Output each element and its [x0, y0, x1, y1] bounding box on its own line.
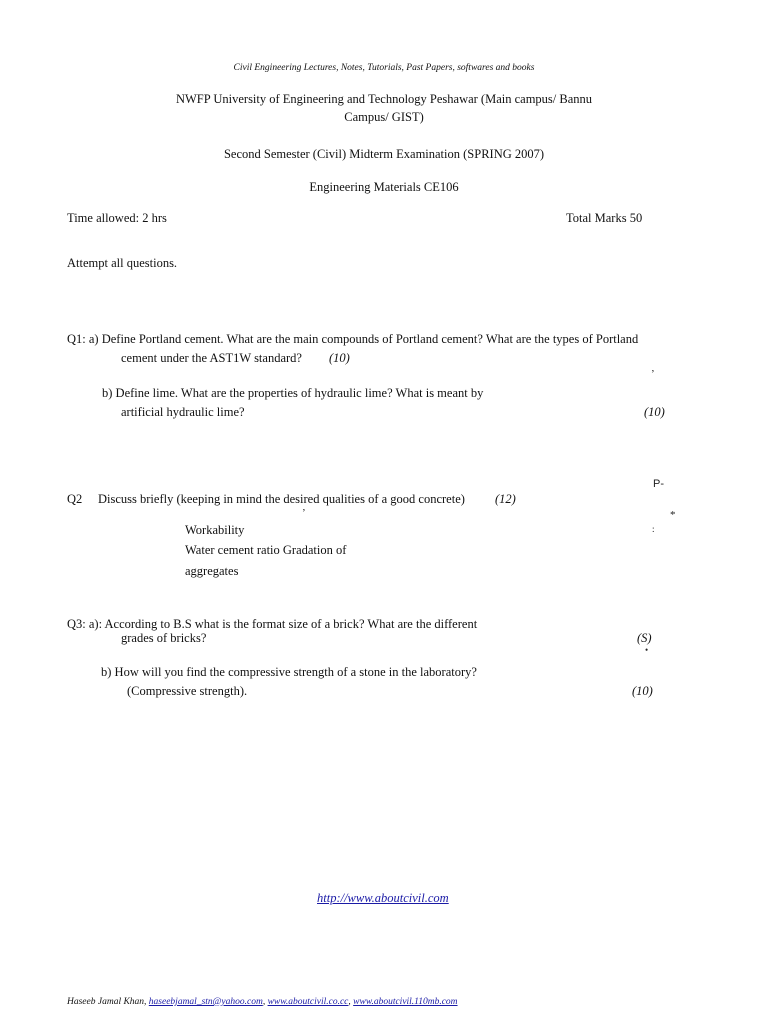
q3a-marks: (S): [637, 631, 652, 645]
q2-item-workability: Workability: [185, 523, 245, 537]
stray-mark: ’: [302, 507, 306, 519]
university-name-line2: Campus/ GIST): [344, 110, 424, 124]
q1b-text-line2: artificial hydraulic lime?: [121, 405, 245, 419]
q1a-marks: (10): [329, 351, 350, 365]
q2-item-aggregates: aggregates: [185, 564, 239, 578]
stray-mark: •: [645, 645, 649, 655]
time-allowed: Time allowed: 2 hrs: [67, 211, 167, 225]
q3b-marks: (10): [632, 684, 653, 698]
footer-separator: ,: [262, 997, 266, 1007]
stray-mark: *: [670, 509, 676, 521]
university-name-line1: NWFP University of Engineering and Technology Peshawar (Main campus/ Bannu: [175, 92, 593, 106]
footer-separator: ,: [348, 997, 351, 1007]
stray-mark: P-: [653, 478, 664, 490]
footer-author: Haseeb Jamal Khan,: [67, 997, 147, 1007]
q2-item-water-cement: Water cement ratio Gradation of: [185, 543, 347, 557]
exam-title: Second Semester (Civil) Midterm Examination (SPRING 2007): [223, 147, 545, 161]
footer-email-link[interactable]: haseebjamal_stn@yahoo.com: [148, 997, 263, 1007]
q3b-text-line1: b) How will you find the compressive strength of a stone in the laboratory?: [101, 665, 477, 679]
instruction: Attempt all questions.: [67, 256, 178, 270]
stray-mark: ’: [651, 368, 655, 380]
footer-line: [67, 997, 458, 1008]
q2-marks: (12): [495, 492, 516, 506]
q1b-text-line1: b) Define lime. What are the properties of hydraulic lime? What is meant by: [102, 386, 484, 400]
q2-text: Discuss briefly (keeping in mind the desired qualities of a good concrete): [98, 492, 465, 506]
q1a-text-line2: cement under the AST1W standard?: [121, 351, 302, 365]
q1b-marks: (10): [644, 405, 665, 419]
stray-mark: :: [652, 524, 655, 534]
footer-site1-link[interactable]: www.aboutcivil.co.cc: [267, 997, 349, 1007]
q3a-text-line2: grades of bricks?: [121, 631, 207, 645]
total-marks: Total Marks 50: [566, 211, 643, 225]
tagline: Civil Engineering Lectures, Notes, Tutorials, Past Papers, softwares and books: [233, 63, 535, 73]
q3b-text-line2: (Compressive strength).: [127, 684, 248, 698]
website-link[interactable]: http://www.aboutcivil.com: [317, 891, 449, 905]
q1a-text-line1: Q1: a) Define Portland cement. What are the main compounds of Portland cement? What are the types of Portland: [67, 332, 639, 346]
q3a-text-line1: Q3: a): According to B.S what is the format size of a brick? What are the different: [67, 617, 478, 631]
q2-label: Q2: [67, 492, 83, 506]
course-title: Engineering Materials CE106: [309, 180, 459, 194]
footer-site2-link[interactable]: www.aboutcivil.110mb.com: [353, 997, 458, 1007]
